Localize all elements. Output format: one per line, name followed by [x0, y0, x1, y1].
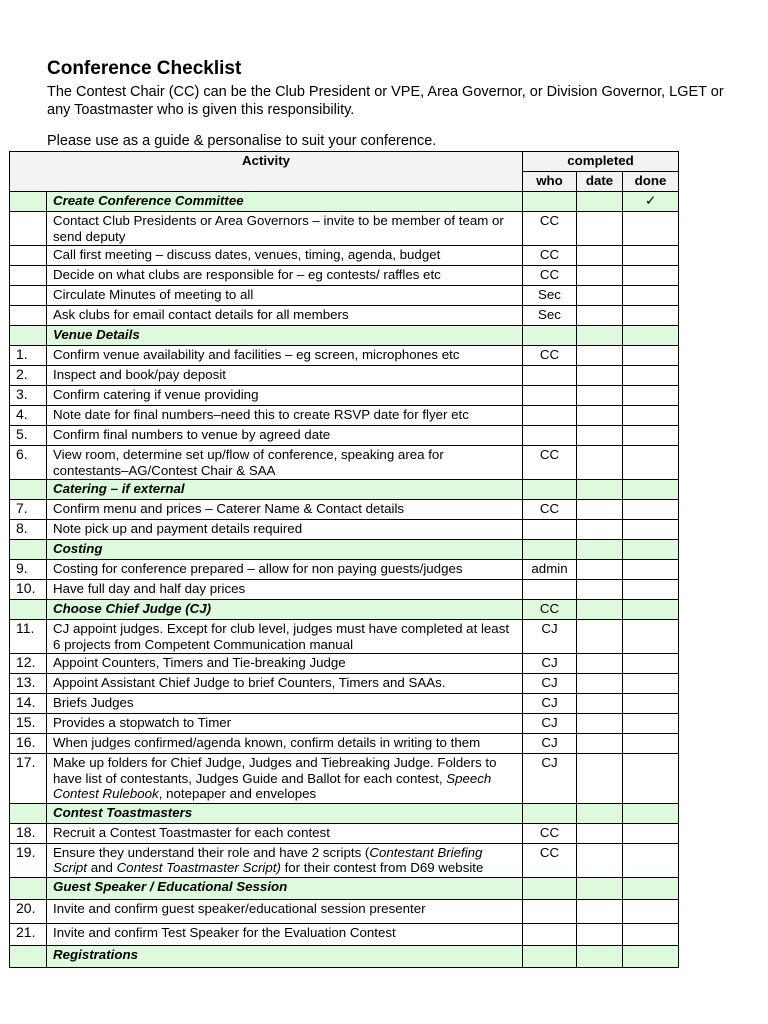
who-cell: [523, 899, 577, 923]
done-cell: [623, 823, 679, 843]
activity-cell: Circulate Minutes of meeting to all: [47, 286, 523, 306]
row-number: 1.: [10, 346, 47, 366]
who-cell: CC: [523, 246, 577, 266]
table-row: [10, 406, 679, 426]
date-cell: [577, 540, 623, 560]
done-cell: [623, 923, 679, 945]
done-cell: [623, 580, 679, 600]
activity-text-part: Ensure they understand their role and have 2 scripts (: [53, 844, 370, 860]
row-number: 18.: [10, 823, 47, 843]
checklist-table: [9, 151, 679, 968]
table-row: [10, 714, 679, 734]
done-cell: [623, 266, 679, 286]
who-cell: [523, 580, 577, 600]
section-row: [10, 945, 679, 967]
activity-text-part: and: [87, 860, 117, 875]
date-cell: [577, 560, 623, 580]
row-number: 21.: [10, 923, 47, 945]
section-row: [10, 192, 679, 212]
section-title: Registrations: [47, 945, 523, 967]
table-row: [10, 346, 679, 366]
done-cell: [623, 346, 679, 366]
date-cell: [577, 877, 623, 899]
row-number: [10, 600, 47, 620]
who-cell: CC: [523, 843, 577, 877]
section-row: [10, 877, 679, 899]
who-cell: CC: [523, 823, 577, 843]
activity-text-part: for their contest from D69 website: [280, 860, 484, 875]
who-cell: Sec: [523, 306, 577, 326]
row-number: [10, 480, 47, 500]
activity-cell: Decide on what clubs are responsible for – eg contests/ raffles etc: [47, 266, 523, 286]
section-title: Guest Speaker / Educational Session: [47, 877, 523, 899]
row-number: 16.: [10, 734, 47, 754]
date-cell: [577, 520, 623, 540]
table-row: [10, 446, 679, 480]
done-cell: [623, 386, 679, 406]
section-row: [10, 326, 679, 346]
activity-cell: Appoint Assistant Chief Judge to brief Counters, Timers and SAAs.: [47, 674, 523, 694]
row-number: 19.: [10, 843, 47, 877]
table-row: [10, 366, 679, 386]
done-cell: [623, 560, 679, 580]
row-number: 14.: [10, 694, 47, 714]
row-number: 4.: [10, 406, 47, 426]
who-cell: [523, 803, 577, 823]
table-row: [10, 500, 679, 520]
table-row: [10, 386, 679, 406]
table-row: [10, 674, 679, 694]
date-cell: [577, 286, 623, 306]
row-number: 2.: [10, 366, 47, 386]
date-cell: [577, 620, 623, 654]
done-cell: [623, 620, 679, 654]
done-cell: [623, 480, 679, 500]
done-cell: [623, 674, 679, 694]
row-number: 20.: [10, 899, 47, 923]
done-header: done: [623, 172, 679, 192]
who-cell: [523, 923, 577, 945]
table-row: [10, 694, 679, 714]
date-cell: [577, 500, 623, 520]
activity-cell: Confirm menu and prices – Caterer Name & Contact details: [47, 500, 523, 520]
who-cell: [523, 877, 577, 899]
date-cell: [577, 366, 623, 386]
date-cell: [577, 754, 623, 804]
activity-cell: Have full day and half day prices: [47, 580, 523, 600]
table-row: [10, 923, 679, 945]
section-row: [10, 480, 679, 500]
done-cell: [623, 406, 679, 426]
date-cell: [577, 192, 623, 212]
activity-text-part: , notepaper and envelopes: [158, 786, 317, 801]
who-cell: CC: [523, 600, 577, 620]
date-cell: [577, 246, 623, 266]
who-cell: CC: [523, 446, 577, 480]
activity-text-part: Speech Contest Rulebook: [53, 770, 492, 801]
done-cell: [623, 694, 679, 714]
who-cell: CJ: [523, 754, 577, 804]
table-row: [10, 580, 679, 600]
date-cell: [577, 306, 623, 326]
who-cell: CJ: [523, 654, 577, 674]
table-row: [10, 306, 679, 326]
row-number: [10, 246, 47, 266]
who-cell: [523, 480, 577, 500]
done-cell: [623, 366, 679, 386]
done-cell: [623, 945, 679, 967]
row-number: 10.: [10, 580, 47, 600]
who-cell: CJ: [523, 734, 577, 754]
section-title: Create Conference Committee: [47, 192, 523, 212]
date-cell: [577, 266, 623, 286]
activity-cell: Appoint Counters, Timers and Tie-breaking Judge: [47, 654, 523, 674]
activity-cell: Invite and confirm guest speaker/educational session presenter: [47, 899, 523, 923]
row-number: [10, 212, 47, 246]
row-number: 8.: [10, 520, 47, 540]
who-cell: CJ: [523, 694, 577, 714]
table-row: [10, 843, 679, 877]
date-cell: [577, 326, 623, 346]
table-row: [10, 754, 679, 804]
date-cell: [577, 480, 623, 500]
table-row: [10, 734, 679, 754]
table-row: [10, 266, 679, 286]
date-cell: [577, 674, 623, 694]
done-cell: [623, 734, 679, 754]
activity-cell: View room, determine set up/flow of conference, speaking area for contestants–AG/Contest Chair & SAA: [47, 446, 523, 480]
who-cell: [523, 520, 577, 540]
date-cell: [577, 945, 623, 967]
section-title: Choose Chief Judge (CJ): [47, 600, 523, 620]
table-row: [10, 212, 679, 246]
row-number: 15.: [10, 714, 47, 734]
section-title: Costing: [47, 540, 523, 560]
table-row: [10, 520, 679, 540]
intro-paragraph: The Contest Chair (CC) can be the Club President or VPE, Area Governor, or Division Governor, LGET or any Toastmaster who is given this responsibility.: [47, 84, 724, 118]
who-cell: [523, 540, 577, 560]
activity-cell: Inspect and book/pay deposit: [47, 366, 523, 386]
done-cell: [623, 654, 679, 674]
document-title: Conference Checklist: [47, 58, 242, 79]
row-number: 12.: [10, 654, 47, 674]
activity-cell: Briefs Judges: [47, 694, 523, 714]
table-row: [10, 286, 679, 306]
who-cell: CC: [523, 212, 577, 246]
activity-cell: Call first meeting – discuss dates, venues, timing, agenda, budget: [47, 246, 523, 266]
activity-cell: Costing for conference prepared – allow for non paying guests/judges: [47, 560, 523, 580]
row-number: 7.: [10, 500, 47, 520]
who-cell: CC: [523, 500, 577, 520]
section-title: Contest Toastmasters: [47, 803, 523, 823]
table-row: [10, 823, 679, 843]
activity-cell: Provides a stopwatch to Timer: [47, 714, 523, 734]
row-number: 11.: [10, 620, 47, 654]
activity-cell: Contact Club Presidents or Area Governors – invite to be member of team or send deputy: [47, 212, 523, 246]
guide-note: Please use as a guide & personalise to suit your conference.: [47, 133, 437, 149]
row-number: [10, 326, 47, 346]
done-cell: [623, 286, 679, 306]
activity-cell: Invite and confirm Test Speaker for the Evaluation Contest: [47, 923, 523, 945]
date-cell: [577, 899, 623, 923]
table-row: [10, 246, 679, 266]
section-row: [10, 803, 679, 823]
activity-header: Activity: [10, 152, 523, 192]
table-row: [10, 426, 679, 446]
activity-text-part: Contestant Briefing Script: [53, 844, 483, 875]
table-row: [10, 899, 679, 923]
table-row: [10, 560, 679, 580]
who-cell: CJ: [523, 714, 577, 734]
who-cell: [523, 326, 577, 346]
row-number: [10, 306, 47, 326]
table-row: [10, 620, 679, 654]
who-cell: CJ: [523, 620, 577, 654]
activity-cell: [47, 754, 523, 804]
date-cell: [577, 580, 623, 600]
who-cell: [523, 945, 577, 967]
done-cell: [623, 803, 679, 823]
done-cell: [623, 600, 679, 620]
row-number: 9.: [10, 560, 47, 580]
date-cell: [577, 346, 623, 366]
activity-cell: Confirm final numbers to venue by agreed date: [47, 426, 523, 446]
table-row: [10, 654, 679, 674]
date-cell: [577, 694, 623, 714]
date-cell: [577, 446, 623, 480]
date-cell: [577, 714, 623, 734]
done-cell: [623, 843, 679, 877]
activity-cell: CJ appoint judges. Except for club level, judges must have completed at least 6 projects from Competent Communication manual: [47, 620, 523, 654]
row-number: 3.: [10, 386, 47, 406]
date-cell: [577, 212, 623, 246]
date-cell: [577, 406, 623, 426]
activity-cell: Confirm catering if venue providing: [47, 386, 523, 406]
row-number: [10, 540, 47, 560]
row-number: [10, 286, 47, 306]
row-number: 6.: [10, 446, 47, 480]
done-cell: [623, 246, 679, 266]
row-number: 17.: [10, 754, 47, 804]
date-cell: [577, 426, 623, 446]
date-header: date: [577, 172, 623, 192]
who-cell: [523, 426, 577, 446]
done-cell: [623, 520, 679, 540]
row-number: [10, 877, 47, 899]
who-cell: CJ: [523, 674, 577, 694]
done-cell: [623, 877, 679, 899]
who-cell: admin: [523, 560, 577, 580]
date-cell: [577, 843, 623, 877]
who-cell: [523, 366, 577, 386]
date-cell: [577, 600, 623, 620]
date-cell: [577, 386, 623, 406]
done-cell: ✓: [623, 192, 679, 212]
done-cell: [623, 540, 679, 560]
done-cell: [623, 306, 679, 326]
who-cell: [523, 406, 577, 426]
who-cell: Sec: [523, 286, 577, 306]
row-number: [10, 266, 47, 286]
activity-text-part: Make up folders for Chief Judge, Judges and Tiebreaking Judge. Folders to have list of contestants, Judges Guide and Ballot for each contest,: [53, 755, 497, 786]
done-cell: [623, 500, 679, 520]
who-cell: [523, 386, 577, 406]
done-cell: [623, 326, 679, 346]
done-cell: [623, 426, 679, 446]
done-cell: [623, 754, 679, 804]
section-row: [10, 600, 679, 620]
section-title: Catering – if external: [47, 480, 523, 500]
row-number: [10, 945, 47, 967]
who-cell: CC: [523, 346, 577, 366]
section-title: Venue Details: [47, 326, 523, 346]
completed-header: completed: [523, 152, 679, 172]
who-header: who: [523, 172, 577, 192]
done-cell: [623, 212, 679, 246]
who-cell: CC: [523, 266, 577, 286]
activity-cell: Ask clubs for email contact details for all members: [47, 306, 523, 326]
activity-cell: Recruit a Contest Toastmaster for each contest: [47, 823, 523, 843]
activity-cell: Confirm venue availability and facilities – eg screen, microphones etc: [47, 346, 523, 366]
activity-cell: Note date for final numbers–need this to create RSVP date for flyer etc: [47, 406, 523, 426]
done-cell: [623, 899, 679, 923]
done-cell: [623, 714, 679, 734]
row-number: [10, 192, 47, 212]
date-cell: [577, 823, 623, 843]
activity-cell: [47, 843, 523, 877]
checklist-rows: [10, 192, 679, 968]
who-cell: [523, 192, 577, 212]
done-cell: [623, 446, 679, 480]
date-cell: [577, 803, 623, 823]
row-number: 13.: [10, 674, 47, 694]
date-cell: [577, 654, 623, 674]
row-number: [10, 803, 47, 823]
section-row: [10, 540, 679, 560]
date-cell: [577, 923, 623, 945]
activity-cell: When judges confirmed/agenda known, confirm details in writing to them: [47, 734, 523, 754]
activity-cell: Note pick up and payment details required: [47, 520, 523, 540]
row-number: 5.: [10, 426, 47, 446]
date-cell: [577, 734, 623, 754]
activity-text-part: Contest Toastmaster Script): [116, 860, 281, 875]
